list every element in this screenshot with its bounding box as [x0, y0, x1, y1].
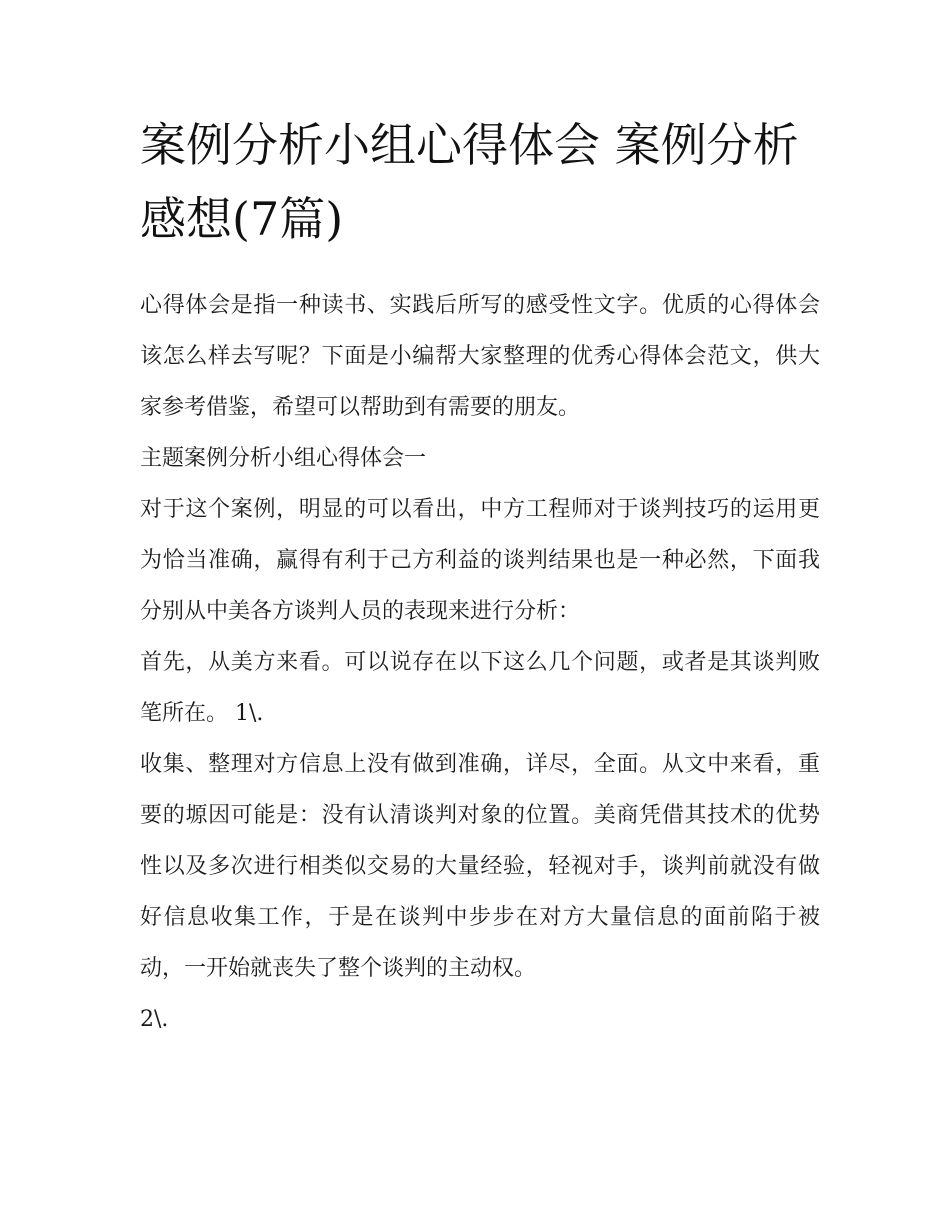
- body-paragraph: 对于这个案例，明显的可以看出，中方工程师对于谈判技巧的运用更为恰当准确，赢得有利于己方利益的谈判结果也是一种必然，下面我分别从中美各方谈判人员的表现来进行分析：: [140, 497, 820, 624]
- list-marker-paragraph: 2\.: [140, 1007, 169, 1032]
- document-page: [140, 108, 820, 1045]
- body-paragraph: 首先，从美方来看。可以说存在以下这么几个问题，或者是其谈判败笔所在。 1\.: [140, 650, 820, 726]
- section-heading: 主题案例分析小组心得体会一: [140, 446, 427, 471]
- intro-paragraph: 心得体会是指一种读书、实践后所写的感受性文字。优质的心得体会该怎么样去写呢？下面是小编帮大家整理的优秀心得体会范文，供大家参考借鉴，希望可以帮助到有需要的朋友。: [140, 293, 820, 420]
- document-title: 案例分析小组心得体会 案例分析感想(7篇): [140, 118, 799, 246]
- body-paragraph: 收集、整理对方信息上没有做到准确，详尽，全面。从文中来看，重要的塬因可能是：没有认清谈判对象的位置。美商凭借其技术的优势性以及多次进行相类似交易的大量经验，轻视对手，谈判前就没有做好信息收集工作，于是在谈判中步步在对方大量信息的面前陷于被动，一开始就丧失了整个谈判的主动权。: [140, 752, 820, 981]
